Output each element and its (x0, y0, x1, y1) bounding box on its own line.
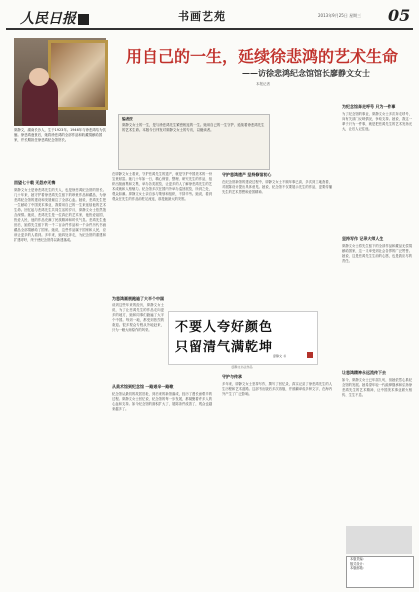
photo-caption: 廖静文，湖南长沙人，生于1923年。1946年与徐悲鸿结为伉俪。徐悲鸿逝世后，她将徐悲鸿的全部作品和收藏捐献给国家，并长期担任徐悲鸿纪念馆馆长。 (14, 128, 106, 143)
editor-line: 本版邮箱： (350, 566, 366, 571)
newspaper-logo: 人民日报 (20, 8, 89, 28)
article-subhead: ——访徐悲鸿纪念馆馆长廖静文女士 (242, 68, 370, 78)
editor-line: 本版责编： (350, 557, 366, 561)
lead-box (118, 114, 270, 170)
person-face (29, 68, 49, 86)
column-heading: 让悲鸿精神永远流传下去 (342, 370, 386, 375)
column-heading: 坚持写作 记录大师人生 (342, 236, 384, 241)
seal-stamp-icon (307, 352, 313, 358)
calligraphy-line: 只留清气满乾坤 (175, 340, 274, 355)
editor-info-box (346, 556, 414, 588)
column-heading: 从美术馆到纪念馆 一路艰辛一路歌 (112, 384, 174, 389)
logo-mark-icon (78, 14, 89, 25)
calligraphy-signature: 廖静文 书 (273, 354, 286, 358)
article-column: 纪念馆从最初的故居旧址，到后来的新馆落成，经历了漫长而艰辛的过程。廖静文女士回忆说，纪念馆的每一步发展，都凝聚着许多人的心血和支持。如今纪念馆的面积扩大了，展陈条件改善了，观众也越来越多了。 (112, 392, 212, 412)
column-heading: 守护与传承 (222, 374, 242, 379)
column-heading: 为纪念馆奔走呼号 只为一件事 (342, 104, 396, 109)
calligraphy-line: 不要人夸好颜色 (175, 320, 274, 335)
calligraphy-caption: 廖静文书法作品 (231, 365, 253, 369)
column-heading: 回望七十载 无怨亦无悔 (14, 180, 56, 185)
byline: 本报记者 (256, 82, 270, 86)
lead-label: 编者按 (122, 117, 133, 121)
article-column: 如今，廖静文女士已年届九旬，但她依然心系纪念馆的发展。她希望年轻一代能够继承和弘扬徐悲鸿先生的艺术精神，让中国美术事业薪火相传、生生不息。 (342, 378, 412, 398)
article-column: 在廖静文女士看来，守护悲鸿先生的遗产，就是守护中国美术的一份宝贵财富。她几十年如一日，精心保管、整理、研究先生的作品，组织出版画集和文集，举办各类展览，让更多的人了解徐悲鸿先生的艺术成就和人格魅力。纪念馆多次在国内外举办巡回展览，所到之处，观众如潮。廖静文女士亲自参与策划和组织，不辞辛劳。她说，看到观众在先生的作品前驻足流连，那是她最大的安慰。 (112, 172, 212, 202)
column-heading: 为悲鸿画展跑遍了大半个中国 (112, 296, 164, 301)
article-column: 多年来，廖静文女士坚持写作，撰写了回忆录，真实记录了徐悲鸿先生的人生历程和艺术道路。这部书出版后多次再版，并被翻译成多种文字，在海内外产生了广泛影响。 (222, 382, 332, 397)
masthead-rule (6, 28, 413, 30)
calligraphy-artwork (168, 311, 318, 365)
article-headline: 用自己的一生，延续徐悲鸿的艺术生命 (125, 47, 398, 66)
article-column: 廖静文女士将先生留下的全部作品和藏品无偿捐献给国家，这一义举受到社会各界的广泛赞誉。她说，这是悲鸿先生生前的心愿，也是我应尽的责任。 (342, 244, 412, 264)
issue-date: 2013年9月25日 星期三 (318, 13, 362, 18)
portrait-photo (14, 38, 106, 126)
small-photo (346, 526, 412, 554)
article-column: 谈到这些年来的经历，廖静文女士说，为了让悲鸿先生的作品走向更多的地方，她和同事们跑遍了大半个中国。每到一地，都受到热烈的欢迎。很多观众专程从外地赶来，只为一睹大师原作的风采。 (112, 303, 164, 333)
article-column: 廖静文女士是徐悲鸿先生的夫人，也是徐悲鸿纪念馆的馆长。几十年来，她守护着徐悲鸿先生留下的珍贵作品和藏品，为徐悲鸿纪念馆的建设和发展倾注了全部心血。她说，悲鸿先生把一生献给了中国美术事业，我要用自己的一生来延续他的艺术生命。回忆起与悲鸿先生共同生活的岁月，廖静文女士依然饱含深情。她说，悲鸿先生是一位真正的艺术家，他热爱祖国，热爱人民，他的作品充满了民族精神和时代气息。悲鸿先生逝世后，她将先生留下的一千二百余件作品和一千余件历代书画藏品全部捐献给了国家。她说，这些作品属于国家和人民，应该让更多的人看到。多年来，她四处奔走，为纪念馆的重建和扩建呼吁，终于使纪念馆得以新建落成。 (14, 188, 106, 243)
section-title: 书画艺苑 (178, 10, 226, 23)
lead-text: 廖静文女士的一生，是与徐悲鸿先生紧密相连的一生。她用自己的一生守护、延续着徐悲鸿先生的艺术生命。本版今日刊发对廖静文女士的专访，以飨读者。 (122, 123, 265, 132)
page-number: 05 (388, 6, 411, 25)
article-column: 在纪念馆新馆的建设过程中，廖静文女士不顾年事已高，多次到工地查看，对展陈设计提出具体意见。她说，纪念馆不仅要展示先生的作品，更要传播先生的艺术思想和爱国精神。 (222, 180, 332, 195)
editor-line: 版式设计： (350, 561, 366, 566)
column-heading: 守护悲鸿遗产 坚持修馆初心 (222, 172, 272, 177)
article-column: 为了纪念馆的事业，廖静文女士多次奔走呼号，向有关部门反映情况，争取支持。她说，我这一辈子只为一件事，就是把悲鸿先生的艺术发扬光大，让后人记住他。 (342, 112, 412, 132)
